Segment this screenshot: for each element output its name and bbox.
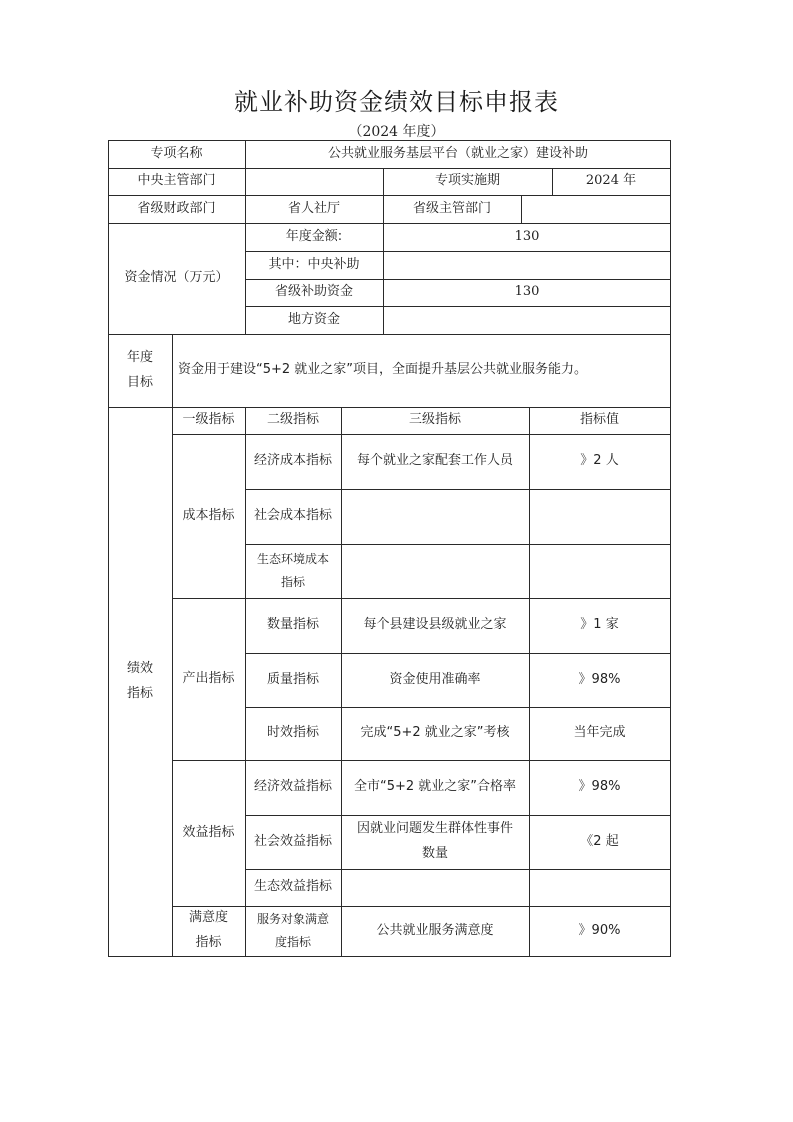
central-dept-value — [245, 168, 383, 195]
indicator-l3 — [341, 869, 529, 906]
indicator-value: 当年完成 — [573, 725, 626, 741]
indicator-l3: 每个就业之家配套工作人员 — [356, 453, 513, 469]
project-name-value: 公共就业服务基层平台（就业之家）建设补助 — [327, 145, 588, 161]
funds-row-label: 年度金额: — [285, 228, 343, 244]
header-level1: 一级指标 — [182, 412, 235, 428]
goal-label: 年度 目标 — [126, 349, 153, 390]
indicator-value: 》98% — [578, 671, 621, 687]
indicator-value: 》98% — [578, 779, 621, 795]
indicator-l3: 因就业问题发生群体性事件 数量 — [356, 821, 513, 861]
table-bottom-border — [108, 956, 671, 957]
indicator-l2: 经济效益指标 — [253, 779, 332, 795]
indicator-l3 — [341, 489, 529, 544]
funds-row-value — [383, 251, 671, 279]
indicator-value: 》2 人 — [580, 453, 619, 469]
header-level3: 三级指标 — [408, 412, 461, 428]
funds-label: 资金情况（万元） — [124, 270, 229, 286]
project-name-label: 专项名称 — [150, 145, 203, 161]
indicator-value — [529, 869, 670, 906]
indicator-l3 — [341, 544, 529, 598]
header-value: 指标值 — [579, 412, 619, 428]
document-year: （2024 年度） — [348, 124, 445, 140]
indicator-l2: 生态环境成本 指标 — [256, 552, 329, 589]
indicator-value: 》1 家 — [580, 617, 619, 633]
goal-text: 资金用于建设“5+2 就业之家”项目，全面提升基层公共就业服务能力。 — [178, 362, 588, 378]
prov-dept-label: 省级主管部门 — [412, 200, 491, 216]
header-level2: 二级指标 — [266, 412, 319, 428]
indicator-l2: 时效指标 — [266, 725, 319, 741]
indicator-l3: 完成“5+2 就业之家”考核 — [360, 725, 510, 741]
indicator-l3: 资金使用准确率 — [389, 671, 481, 687]
indicator-l2: 生态效益指标 — [253, 879, 332, 895]
funds-row-value: 130 — [514, 284, 540, 300]
indicator-l3: 每个县建设县级就业之家 — [363, 617, 507, 633]
funds-row-label: 省级补助资金 — [274, 284, 353, 300]
funds-row-value: 130 — [514, 228, 540, 244]
performance-label: 绩效 指标 — [126, 660, 153, 701]
document-title: 就业补助资金绩效目标申报表 — [234, 88, 559, 116]
indicator-l2: 数量指标 — [266, 617, 319, 633]
indicator-l2: 质量指标 — [266, 671, 319, 687]
funds-row-label: 地方资金 — [287, 311, 340, 327]
central-dept-label: 中央主管部门 — [137, 173, 216, 189]
period-value: 2024 年 — [585, 173, 637, 189]
indicator-l2: 社会效益指标 — [253, 833, 332, 849]
benefit-indicator-label: 效益指标 — [182, 824, 235, 840]
indicator-value — [529, 544, 670, 598]
indicator-l3: 公共就业服务满意度 — [376, 922, 494, 938]
cost-indicator-label: 成本指标 — [182, 507, 235, 523]
prov-finance-label: 省级财政部门 — [137, 200, 216, 216]
output-indicator-label: 产出指标 — [182, 670, 235, 686]
indicator-l2: 社会成本指标 — [253, 508, 332, 524]
indicator-value: 》90% — [578, 922, 621, 938]
period-label: 专项实施期 — [434, 173, 500, 189]
satisfaction-indicator-label: 满意度 指标 — [188, 910, 228, 950]
indicator-value: 《2 起 — [580, 833, 619, 849]
indicator-l2: 经济成本指标 — [253, 453, 332, 469]
funds-row-label: 其中：中央补助 — [268, 256, 360, 272]
prov-finance-value: 省人社厅 — [287, 200, 340, 216]
indicator-value — [529, 489, 670, 544]
funds-row-value — [383, 306, 671, 334]
indicator-l2: 服务对象满意 度指标 — [256, 912, 329, 949]
prov-dept-value — [521, 195, 670, 223]
indicator-l3: 全市“5+2 就业之家”合格率 — [353, 779, 517, 795]
